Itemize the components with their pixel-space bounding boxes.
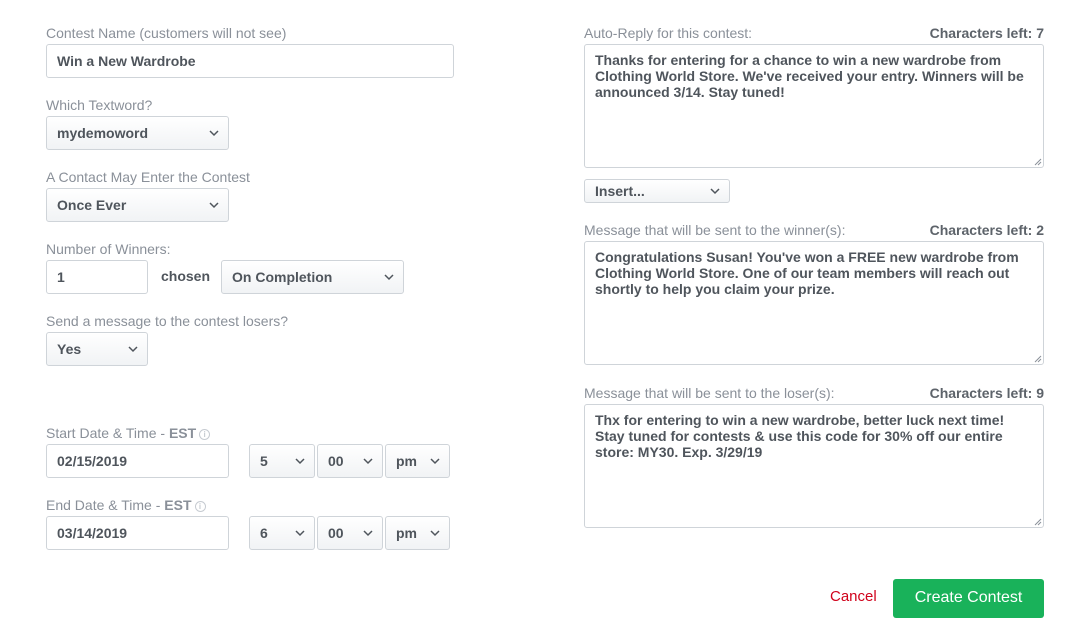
end-date-input[interactable]: 03/14/2019	[46, 516, 229, 550]
chevron-down-icon	[295, 456, 305, 466]
end-ampm-value: pm	[396, 525, 417, 541]
loser-message-textarea[interactable]	[584, 404, 1044, 528]
resize-handle-icon[interactable]	[1033, 354, 1042, 363]
chevron-down-icon	[430, 528, 440, 538]
chevron-down-icon	[710, 186, 720, 196]
loser-message-label: Message that will be sent to the loser(s):	[584, 385, 835, 401]
winner-message-text: Congratulations Susan! You've won a FREE new wardrobe from Clothing World Store. One of our team members will reach out shortly to help you claim your prize.	[595, 249, 1019, 297]
start-hour-value: 5	[260, 453, 268, 469]
loser-message-text: Thx for entering to win a new wardrobe, better luck next time! Stay tuned for contests & use this code for 30% off our entire store: MY30. Exp. 3/29/19	[595, 412, 1005, 460]
end-minute-value: 00	[328, 525, 344, 541]
auto-reply-chars-left: Characters left: 7	[929, 25, 1044, 41]
start-ampm-value: pm	[396, 453, 417, 469]
info-icon: i	[195, 501, 206, 512]
chevron-down-icon	[209, 128, 219, 138]
chevron-down-icon	[384, 272, 394, 282]
end-hour-value: 6	[260, 525, 268, 541]
end-date-label: End Date & Time - EST i	[46, 497, 206, 513]
resize-handle-icon[interactable]	[1033, 157, 1042, 166]
insert-value: Insert...	[595, 183, 645, 199]
start-ampm-select[interactable]	[385, 444, 450, 478]
textword-value: mydemoword	[57, 125, 149, 141]
chevron-down-icon	[430, 456, 440, 466]
losers-message-label: Send a message to the contest losers?	[46, 313, 289, 329]
end-minute-select[interactable]	[317, 516, 383, 550]
insert-select[interactable]	[584, 179, 730, 203]
textword-label: Which Textword?	[46, 97, 153, 113]
contest-name-label: Contest Name (customers will not see)	[46, 25, 287, 41]
create-contest-button[interactable]: Create Contest	[893, 579, 1044, 618]
losers-message-select[interactable]	[46, 332, 148, 366]
textword-select[interactable]	[46, 116, 229, 150]
end-hour-select[interactable]	[249, 516, 315, 550]
chosen-when-select[interactable]	[221, 260, 404, 294]
resize-handle-icon[interactable]	[1033, 517, 1042, 526]
winner-message-chars-left: Characters left: 2	[929, 222, 1044, 238]
auto-reply-label: Auto-Reply for this contest:	[584, 25, 753, 41]
start-minute-value: 00	[328, 453, 344, 469]
winners-count-input[interactable]: 1	[46, 260, 148, 294]
chevron-down-icon	[363, 528, 373, 538]
auto-reply-textarea[interactable]	[584, 44, 1044, 168]
chosen-label: chosen	[161, 268, 211, 284]
chosen-when-value: On Completion	[232, 269, 333, 285]
chevron-down-icon	[209, 200, 219, 210]
chevron-down-icon	[295, 528, 305, 538]
auto-reply-text: Thanks for entering for a chance to win a new wardrobe from Clothing World Store. We've received your entry. Winners will be announced 3/14. Stay tuned!	[595, 52, 1024, 100]
start-minute-select[interactable]	[317, 444, 383, 478]
winner-message-label: Message that will be sent to the winner(s):	[584, 222, 846, 238]
winner-message-textarea[interactable]	[584, 241, 1044, 365]
entry-frequency-select[interactable]	[46, 188, 229, 222]
info-icon: i	[199, 429, 210, 440]
start-hour-select[interactable]	[249, 444, 315, 478]
losers-message-value: Yes	[57, 341, 82, 357]
winners-label: Number of Winners:	[46, 241, 171, 257]
start-date-input[interactable]: 02/15/2019	[46, 444, 229, 478]
chevron-down-icon	[128, 344, 138, 354]
contest-name-input[interactable]: Win a New Wardrobe	[46, 44, 454, 78]
end-ampm-select[interactable]	[385, 516, 450, 550]
loser-message-chars-left: Characters left: 9	[929, 385, 1044, 401]
entry-frequency-label: A Contact May Enter the Contest	[46, 169, 250, 185]
start-date-label: Start Date & Time - EST i	[46, 425, 210, 441]
cancel-button[interactable]: Cancel	[830, 588, 877, 605]
chevron-down-icon	[363, 456, 373, 466]
entry-frequency-value: Once Ever	[57, 197, 127, 213]
